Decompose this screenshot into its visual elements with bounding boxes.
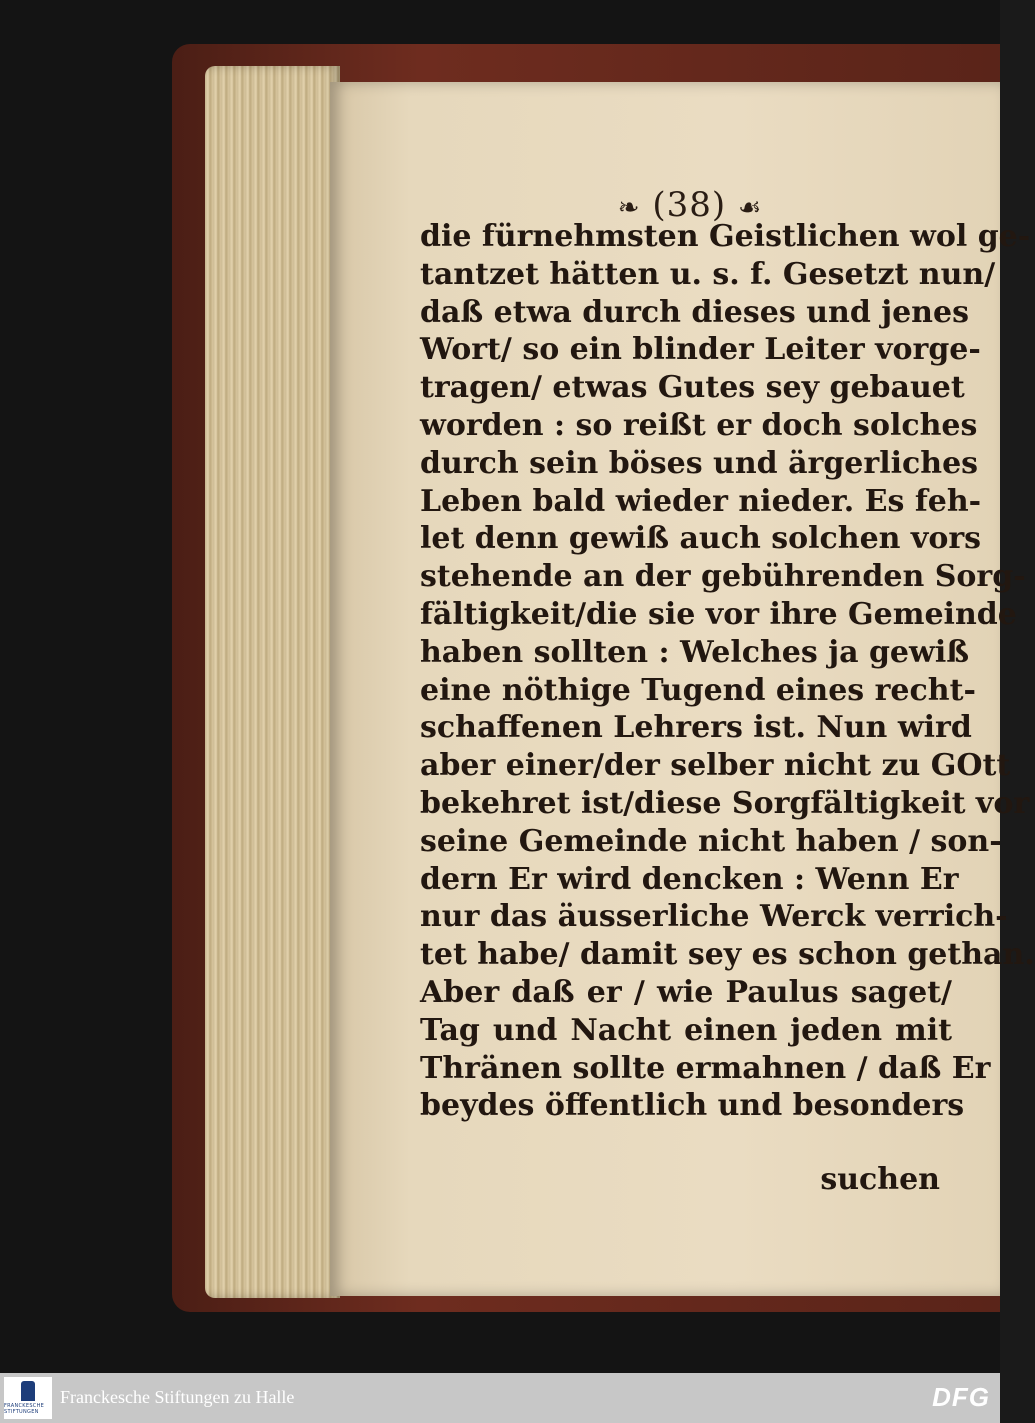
text-line: worden : so reißt er doch solches	[420, 407, 978, 443]
institution-logo[interactable]	[4, 1377, 52, 1419]
text-line: seine Gemeinde nicht haben / son-	[420, 823, 1002, 859]
text-line: eine nöthige Tugend eines recht-	[420, 672, 976, 708]
text-line: aber einer/der selber nicht zu GOtt	[420, 748, 1011, 784]
text-line: durch sein böses und ärgerliches	[420, 445, 979, 481]
text-line: Leben bald wieder nieder. Es feh-	[420, 483, 982, 519]
text-line: fältigkeit/die sie vor ihre Gemeinde	[420, 596, 1017, 632]
text-line: haben sollten : Welches ja gewiß	[420, 634, 970, 670]
body-text	[420, 218, 1035, 1125]
dfg-logo[interactable]: DFG	[932, 1382, 990, 1412]
viewer-footer	[0, 1373, 1000, 1423]
text-line: Thränen sollte ermahnen / daß Er	[420, 1050, 991, 1086]
text-line: nur das äusserliche Werck verrich-	[420, 899, 1008, 935]
building-icon	[21, 1381, 35, 1401]
page-edges	[205, 66, 340, 1298]
text-line: let denn gewiß auch solchen vors	[420, 521, 982, 557]
text-line: daß etwa durch dieses und jenes	[420, 294, 969, 330]
text-line: stehende an der gebührenden Sorg-	[420, 559, 1026, 595]
logo-text: FRANCKESCHE STIFTUNGEN	[4, 1403, 45, 1415]
text-line: die fürnehmsten Geistlichen wol ge-	[420, 219, 1031, 254]
ornament-right-icon: ☙	[737, 193, 763, 223]
text-line: tantzet hätten u. s. f. Gesetzt nun/	[420, 256, 996, 292]
text-line: Wort/ so ein blinder Leiter vorge-	[420, 332, 981, 368]
text-line: Tag und Nacht einen jeden mit	[420, 1012, 952, 1048]
text-line: tet habe/ damit sey es schon gethan.	[420, 937, 1035, 973]
text-line: tragen/ etwas Gutes sey gebauet	[420, 370, 965, 406]
ornament-left-icon: ❧	[617, 193, 641, 223]
institution-name[interactable]: Franckesche Stiftungen zu Halle	[60, 1387, 295, 1407]
text-line: bekehret ist/diese Sorgfältigkeit vor	[420, 785, 1030, 821]
text-line: Aber daß er / wie Paulus saget/	[420, 974, 952, 1010]
catchword: suchen	[820, 1162, 940, 1197]
text-line: dern Er wird dencken : Wenn Er	[420, 861, 959, 897]
page-number: (38)	[652, 185, 727, 225]
text-line: schaffenen Lehrers ist. Nun wird	[420, 710, 972, 746]
text-line: beydes öffentlich und besonders	[420, 1088, 965, 1124]
